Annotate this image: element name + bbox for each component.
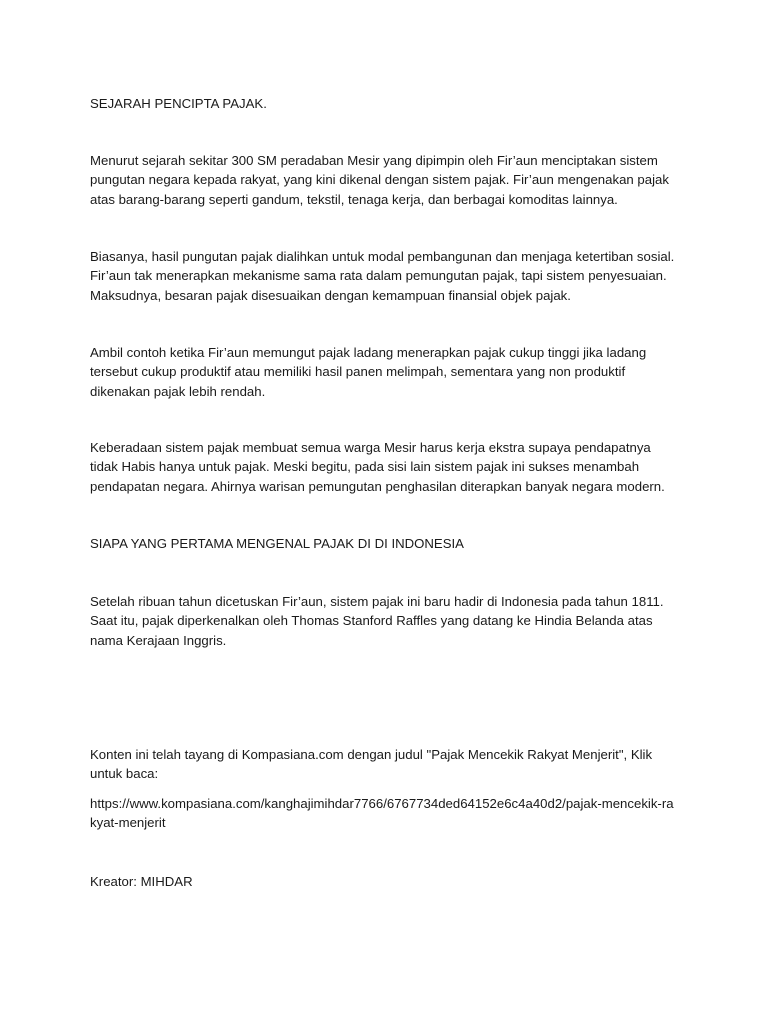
section-heading-history: SEJARAH PENCIPTA PAJAK. <box>90 96 267 111</box>
paragraph-tax-effect: Keberadaan sistem pajak membuat semua warga Mesir harus kerja ekstra supaya pendapatnya tidak Habis hanya untuk pajak. Meski begitu, pada sisi lain sistem pajak ini sukses menambah pendapatan negara. Ahirnya warisan pemungutan penghasilan diterapkan banyak negara modern. <box>90 440 665 494</box>
paragraph-indonesia-tax: Setelah ribuan tahun dicetuskan Fir’aun, sistem pajak ini baru hadir di Indonesia pada tahun 1811. Saat itu, pajak diperkenalkan oleh Thomas Stanford Raffles yang datang ke Hindia Belanda atas nama Kerajaan Inggris. <box>90 594 664 648</box>
creator-credit: Kreator: MIHDAR <box>90 874 193 889</box>
section-heading-indonesia: SIAPA YANG PERTAMA MENGENAL PAJAK DI DI INDONESIA <box>90 536 464 551</box>
paragraph-tax-usage: Biasanya, hasil pungutan pajak dialihkan untuk modal pembangunan dan menjaga ketertiban sosial. Fir’aun tak menerapkan mekanisme sama rata dalam pemungutan pajak, tapi sistem penyesuaian. Maksudnya, besaran pajak disesuaikan dengan kemampuan finansial objek pajak. <box>90 249 675 303</box>
source-note: Konten ini telah tayang di Kompasiana.com dengan judul "Pajak Mencekik Rakyat Menjerit", Klik untuk baca: <box>90 747 653 782</box>
source-url-link[interactable]: https://www.kompasiana.com/kanghajimihdar7766/6767734ded64152e6c4a40d2/pajak-mencekik-rakyat-menjerit <box>90 796 674 831</box>
paragraph-egypt-origin: Menurut sejarah sekitar 300 SM peradaban Mesir yang dipimpin oleh Fir’aun menciptakan sistem pungutan negara kepada rakyat, yang kini dikenal dengan sistem pajak. Fir’aun mengenakan pajak atas barang-barang seperti gandum, tekstil, tenaga kerja, dan berbagai komoditas lainnya. <box>90 153 669 207</box>
paragraph-field-tax-example: Ambil contoh ketika Fir’aun memungut pajak ladang menerapkan pajak cukup tinggi jika ladang tersebut cukup produktif atau memiliki hasil panen melimpah, sementara yang non produktif dikenakan pajak lebih rendah. <box>90 345 647 399</box>
